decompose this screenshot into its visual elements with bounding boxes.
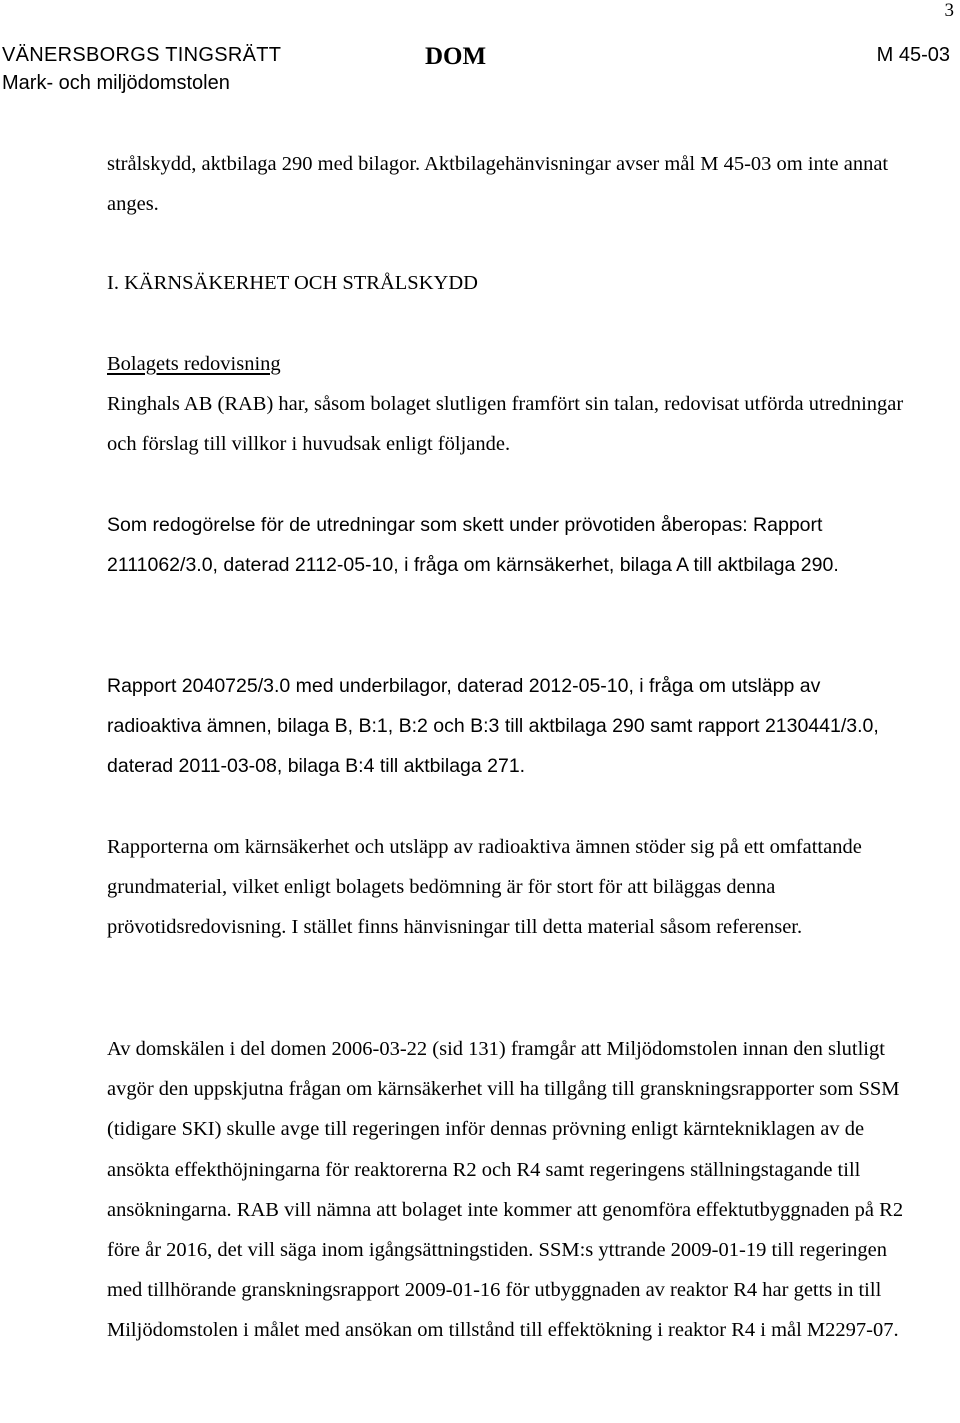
- rapporterna-text: Rapporterna om kärnsäkerhet och utsläpp av radioaktiva ämnen stöder sig på ett omfattande grundmaterial, vilket enligt bolagets bedömning är för stort för att biläggas denna prövotidsredovisning. I stället finns hänvisningar till detta material såsom referenser.: [107, 836, 862, 939]
- document-header: [2, 40, 950, 100]
- section-heading-text: I. KÄRNSÄKERHET OCH STRÅLSKYDD: [107, 272, 478, 294]
- page-number: 3: [944, 0, 954, 21]
- subheading-text: Bolagets redovisning: [107, 353, 281, 375]
- section-heading: [107, 263, 907, 303]
- court-name: VÄNERSBORGS TINGSRÄTT: [2, 44, 282, 66]
- rapport-2040725-text: Rapport 2040725/3.0 med underbilagor, daterad 2012-05-10, i fråga om utsläpp av radioaktiva ämnen, bilaga B, B:1, B:2 och B:3 till aktbilaga 290 samt rapport 2130441/3.0, daterad 2011-03-08, bilaga B:4 till aktbilaga 271.: [107, 675, 879, 778]
- case-number: M 45-03: [876, 44, 950, 66]
- domskalen-paragraph: [107, 1029, 907, 1351]
- som-redogorelse-paragraph: [107, 505, 907, 585]
- som-redogorelse-text: Som redogörelse för de utredningar som skett under prövotiden åberopas: Rapport 2111062/3.0, daterad 2112-05-10, i fråga om kärnsäkerhet, bilaga A till aktbilaga 290.: [107, 514, 839, 577]
- ringhals-paragraph: [107, 384, 907, 464]
- intro-text: strålskydd, aktbilaga 290 med bilagor. Aktbilagehänvisningar avser mål M 45-03 om inte annat anges.: [107, 153, 889, 216]
- court-division: Mark- och miljödomstolen: [2, 72, 230, 94]
- subheading: [107, 344, 907, 384]
- ringhals-text: Ringhals AB (RAB) har, såsom bolaget slutligen framfört sin talan, redovisat utförda utredningar och förslag till villkor i huvudsak enligt följande.: [107, 393, 904, 456]
- domskalen-text: Av domskälen i del domen 2006-03-22 (sid 131) framgår att Miljödomstolen innan den slutligt avgör den uppskjutna frågan om kärnsäkerhet vill ha tillgång till granskningsrapporter som SSM (tidigare SKI) skulle avge till regeringen inför dennas prövning enligt kärntekniklagen av de ansökta effekthöjningarna för reaktorerna R2 och R4 samt regeringens ställningstagande till ansökningarna. RAB vill nämna att bolaget inte kommer att genomföra effektutbyggnaden på R2 före år 2016, det vill säga inom igångsättningstiden. SSM:s yttrande 2009-01-19 till regeringen med tillhörande granskningsrapport 2009-01-16 för utbyggnaden av reaktor R4 har getts in till Miljödomstolen i målet med ansökan om tillstånd till effektökning i reaktor R4 i mål M2297-07.: [107, 1038, 904, 1342]
- rapporterna-paragraph: [107, 827, 907, 948]
- intro-paragraph: [107, 144, 907, 224]
- rapport-2040725-paragraph: [107, 666, 907, 787]
- document-type: DOM: [425, 43, 487, 70]
